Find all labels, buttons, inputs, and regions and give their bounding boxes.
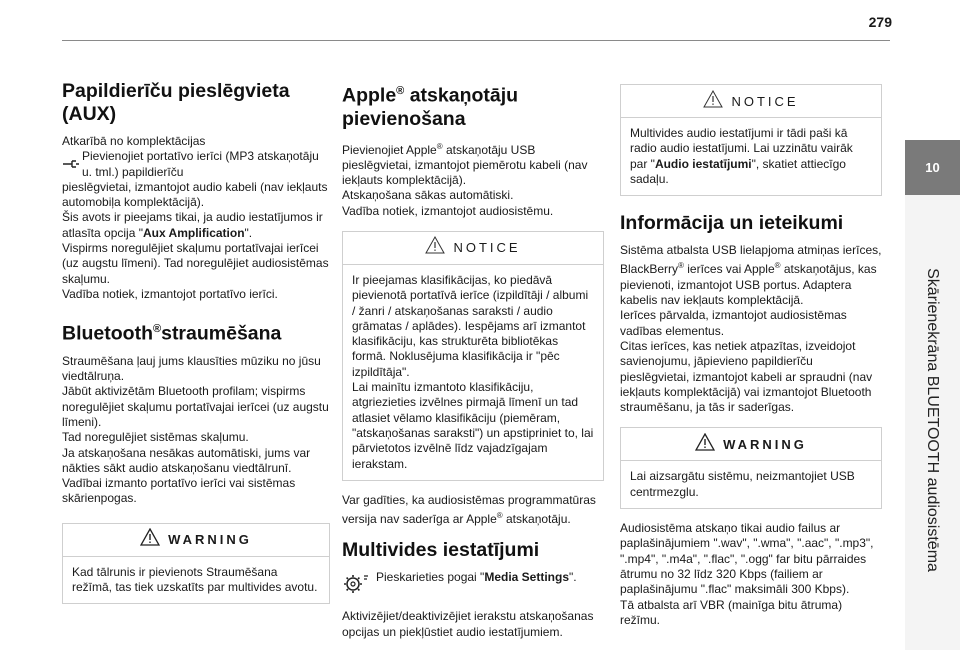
aux-heading: Papildierīču pieslēgvieta (AUX) xyxy=(62,80,290,125)
multimedia-p1: Aktivizējiet/deaktivizējiet ierakstu atskaņošanas opcijas un piekļūstiet audio iestatījumiem. xyxy=(342,609,594,639)
aux-cable-icon xyxy=(62,149,82,174)
warning2-text: Lai aizsargātu sistēmu, neizmantojiet USB centrmezglu. xyxy=(630,469,855,499)
settings-gear-icon xyxy=(342,570,376,601)
apple-p3: Vadība notiek, izmantojot audiosistēmu. xyxy=(342,203,554,218)
aux-icon-text: Pievienojiet portatīvo ierīci (MP3 atskaņotāju u. tml.) papildierīču xyxy=(82,149,319,179)
header-rule xyxy=(62,40,890,41)
warning-text: Kad tālrunis ir pievienots Straumēšana režīmā, tas tiek uzskatīts par multivides avotu. xyxy=(72,564,318,595)
bt-p1: Straumēšana ļauj jums klausīties mūziku no jūsu viedtālruņa. xyxy=(62,353,321,384)
bt-p2: Jābūt aktivizētām Bluetooth profilam; vispirms noregulējiet skaļumu portatīvajai ierīcei (uz augstu līmeni). xyxy=(62,384,329,429)
aux-p4: Vadība notiek, izmantojot portatīvo ierīci. xyxy=(62,286,278,301)
column-right xyxy=(620,80,882,628)
page-number: 279 xyxy=(868,14,892,30)
apple-heading: Apple® atskaņotāju pievienošana xyxy=(342,84,519,130)
warning-box-streaming xyxy=(62,523,330,605)
warning-header xyxy=(621,428,881,461)
column-middle xyxy=(342,80,604,640)
notice2-text: Multivides audio iestatījumi ir tādi paši kā radio audio iestatījumi. Lai uzzinātu vairāk par "Audio iestatījumi", skatiet attiecīgo sadaļu. xyxy=(630,126,853,186)
notice-label: NOTICE xyxy=(731,93,799,109)
notice-p2: Lai mainītu izmantoto klasifikāciju, atgriezieties izvēlnes pirmajā līmenī un tad atlasiet vēlamo klasifikāciju (piemēram, "atskaņošanas saraksti") un apstipriniet to, lai pārvietotos izvēlnē līdz vajadzīgajam ierakstam. xyxy=(352,380,594,471)
multimedia-icon-row xyxy=(342,570,604,601)
notice-header xyxy=(343,232,603,265)
chapter-title: Skārienekrāna BLUETOOTH audiosistēma xyxy=(924,268,941,572)
aux-icon-row xyxy=(62,149,330,180)
notice-header xyxy=(621,85,881,118)
warning-label: WARNING xyxy=(168,532,252,548)
notice-icon xyxy=(425,236,445,259)
formats-p1: Audiosistēma atskaņo tikai audio failus ar paplašinājumiem ".wav", ".wma", ".aac", ".mp3", ".mp4", ".m4a", ".flac", ".ogg" far bitu pārraides ātrumu no 32 līdz 320 Kbps (failiem ar paplašinājumu ".flac" maksimāli 300 Kbps). xyxy=(620,521,874,597)
info-heading: Informācija un ieteikumi xyxy=(620,212,844,235)
multimedia-heading: Multivides iestatījumi xyxy=(342,539,540,562)
notice-box-audio-settings xyxy=(620,84,882,196)
notice-icon xyxy=(703,90,723,113)
warning-label: WARNING xyxy=(723,436,807,452)
info-p2: Ierīces pārvalda, izmantojot audiosistēmas vadības elementus. xyxy=(620,308,847,338)
bt-p5: Vadībai izmanto portatīvo ierīci vai sistēmas skārienpogas. xyxy=(62,476,296,506)
chapter-number: 10 xyxy=(905,140,960,195)
apple-p1: Pievienojiet Apple® atskaņotāju USB pieslēgvietai, izmantojot piemērotu kabeli (nav iekļauts komplektācijā). xyxy=(342,141,588,188)
aux-p3: Vispirms noregulējiet skaļumu portatīvajai ierīcei (uz augstu līmeni). Tad noregulējiet audiosistēmas skaļumu. xyxy=(62,241,329,286)
warning-icon xyxy=(140,528,160,551)
warning-header xyxy=(63,524,329,557)
apple-p2: Atskaņošana sākas automātiski. xyxy=(342,188,514,203)
notice-p1: Ir pieejamas klasifikācijas, ko piedāvā pievienotā portatīvā ierīce (izpildītāji / albumi / žanri / atskaņošanas saraksti / audio grāmatas / aplādes). Iespējams arī izmantot klasifikāciju, kas strukturēta bibliotēkas formā. Noklusējuma klasifikācija ir "pēc izpildītāja". xyxy=(352,272,589,379)
bt-p4: Ja atskaņošana nesākas automātiski, jums var nākties sākt audio atskaņošanu viedtālrunī. xyxy=(62,445,311,475)
multimedia-icon-text: Pieskarieties pogai "Media Settings". xyxy=(376,570,577,585)
apple-compat: Var gadīties, ka audiosistēmas programmatūras versija nav saderīga ar Apple® atskaņotāju. xyxy=(342,492,596,527)
aux-p1: pieslēgvietai, izmantojot audio kabeli (nav iekļauts automobiļa komplektācijā). xyxy=(62,179,328,210)
bt-p3: Tad noregulējiet sistēmas skaļumu. xyxy=(62,430,249,445)
column-left xyxy=(62,80,330,604)
notice-box-classification xyxy=(342,231,604,481)
bt-heading: Bluetooth®straumēšana xyxy=(62,322,282,345)
warning-box-usb-hub xyxy=(620,427,882,509)
warning-icon xyxy=(695,433,715,456)
aux-intro: Atkarībā no komplektācijas xyxy=(62,134,206,148)
aux-p2: Šis avots ir pieejams tikai, ja audio iestatījumos ir atlasīta opcija "Aux Amplification". xyxy=(62,210,323,240)
info-p1: Sistēma atbalsta USB lielapjoma atmiņas ierīces, BlackBerry® ierīces vai Apple® atskaņotājus, kas pievienoti, izmantojot USB portus. Adaptera kabelis nav iekļauts komplektācijā. xyxy=(620,243,882,308)
formats-p2: Tā atbalsta arī VBR (mainīga bitu ātruma) režīmu. xyxy=(620,597,843,627)
info-p3: Citas ierīces, kas netiek atpazītas, izveidojot savienojumu, jāpievieno papildierīču pieslēgvietai, izmantojot kabeli ar spraudni (nav iekļauts komplektācijā) vai izmantojot Bluetooth straumēšanu, ja tās ir saderīgas. xyxy=(620,338,873,415)
notice-label: NOTICE xyxy=(453,240,521,256)
